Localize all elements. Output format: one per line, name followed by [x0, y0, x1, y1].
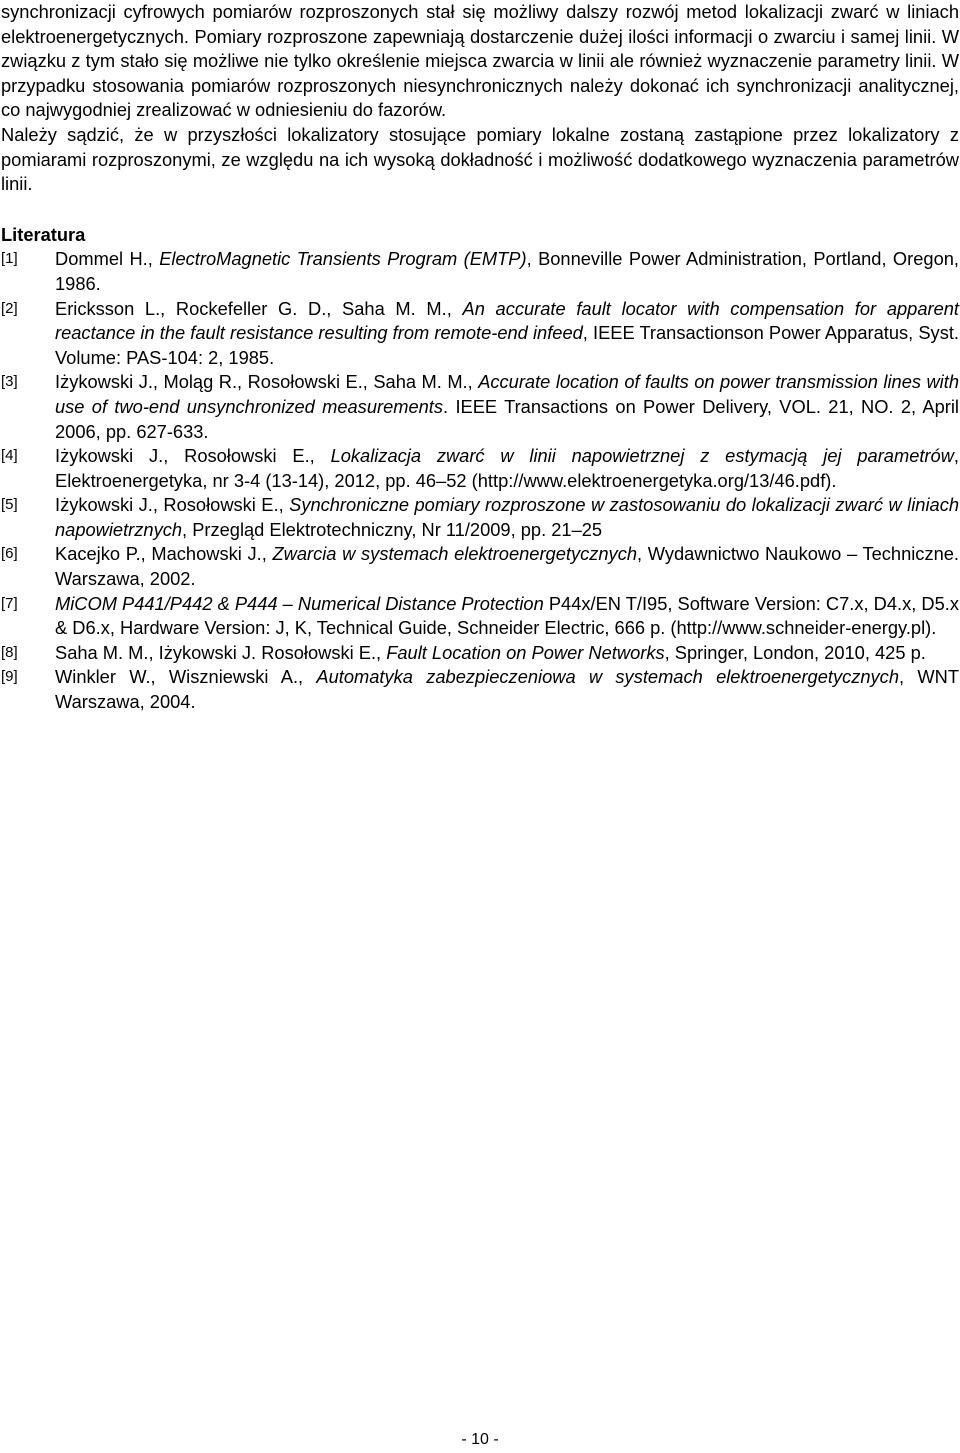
reference-item [1, 592, 959, 641]
reference-number: [1] [1, 250, 18, 268]
page-number: - 10 - [461, 1431, 499, 1448]
reference-item [1, 297, 959, 371]
reference-item [1, 493, 959, 542]
reference-number: [8] [1, 643, 18, 661]
reference-text: Iżykowski J., Moląg R., Rosołowski E., Saha M. M., Accurate location of faults on power transmission lines with use of two-end unsynchronized measurements. IEEE Transactions on Power Delivery, VOL. 21, NO. 2, April 2006, pp. 627-633. [55, 371, 959, 442]
reference-item [1, 444, 959, 493]
reference-number: [6] [1, 545, 18, 563]
reference-text: Dommel H., ElectroMagnetic Transients Program (EMTP), Bonneville Power Administration, Portland, Oregon, 1986. [55, 248, 959, 294]
reference-text: Iżykowski J., Rosołowski E., Lokalizacja zwarć w linii napowietrznej z estymacją jej parametrów, Elektroenergetyka, nr 3-4 (13-14), 2012, pp. 46–52 (http://www.elektroenergetyka.org/13/46.pdf). [55, 445, 959, 491]
reference-text: Iżykowski J., Rosołowski E., Synchroniczne pomiary rozproszone w zastosowaniu do lokalizacji zwarć w liniach napowietrznych, Przegląd Elektrotechniczny, Nr 11/2009, pp. 21–25 [55, 494, 959, 540]
reference-text: MiCOM P441/P442 & P444 – Numerical Distance Protection P44x/EN T/I95, Software Version: C7.x, D4.x, D5.x & D6.x, Hardware Version: J, K, Technical Guide, Schneider Electric, 666 p. (http://www.schneider-energy.pl). [55, 592, 959, 639]
reference-text: Kacejko P., Machowski J., Zwarcia w systemach elektroenergetycznych, Wydawnictwo Naukowo – Techniczne. Warszawa, 2002. [55, 543, 960, 590]
body-text [1, 0, 959, 197]
references-list [1, 247, 959, 714]
reference-text: Saha M. M., Iżykowski J. Rosołowski E., Fault Location on Power Networks, Springer, London, 2010, 425 p. [55, 641, 926, 663]
reference-number: [5] [1, 496, 18, 514]
reference-text: Ericksson L., Rockefeller G. D., Saha M. M., An accurate fault locator with compensation for apparent reactance in the fault resistance resulting from remote-end infeed, IEEE Transactionson Power Apparatus, Syst. Volume: PAS-104: 2, 1985. [55, 297, 959, 368]
reference-item [1, 641, 959, 666]
references-heading: Literatura [1, 223, 86, 245]
reference-item [1, 665, 959, 714]
page-content [0, 0, 959, 715]
reference-item [1, 247, 959, 296]
body-paragraph: Należy sądzić, że w przyszłości lokalizatory stosujące pomiary lokalne zostaną zastąpione przez lokalizatory z pomiarami rozproszonymi, ze względu na ich wysoką dokładność i możliwość dodatkowego wyznaczenia parametrów linii. [1, 123, 959, 195]
reference-number: [2] [1, 299, 18, 317]
reference-number: [3] [1, 373, 18, 391]
reference-number: [4] [1, 447, 18, 465]
reference-text: Winkler W., Wiszniewski A., Automatyka zabezpieczeniowa w systemach elektroenergetycznych, WNT Warszawa, 2004. [55, 666, 959, 713]
reference-item [1, 370, 959, 444]
body-paragraph: synchronizacji cyfrowych pomiarów rozproszonych stał się możliwy dalszy rozwój metod lokalizacji zwarć w liniach elektroenergetycznych. Pomiary rozproszone zapewniają dostarczenie dużej ilości informacji o zwarciu i samej linii. W związku z tym stało się możliwe nie tylko określenie miejsca zwarcia w linii ale również wyznaczenie parametry linii. W przypadku stosowania pomiarów rozproszonych niesynchronicznych należy dokonać ich synchronizacji analitycznej, co najwygodniej zrealizować w odniesieniu do fazorów. [1, 1, 959, 121]
reference-number: [9] [1, 668, 18, 686]
reference-number: [7] [1, 594, 18, 612]
reference-item [1, 542, 959, 591]
